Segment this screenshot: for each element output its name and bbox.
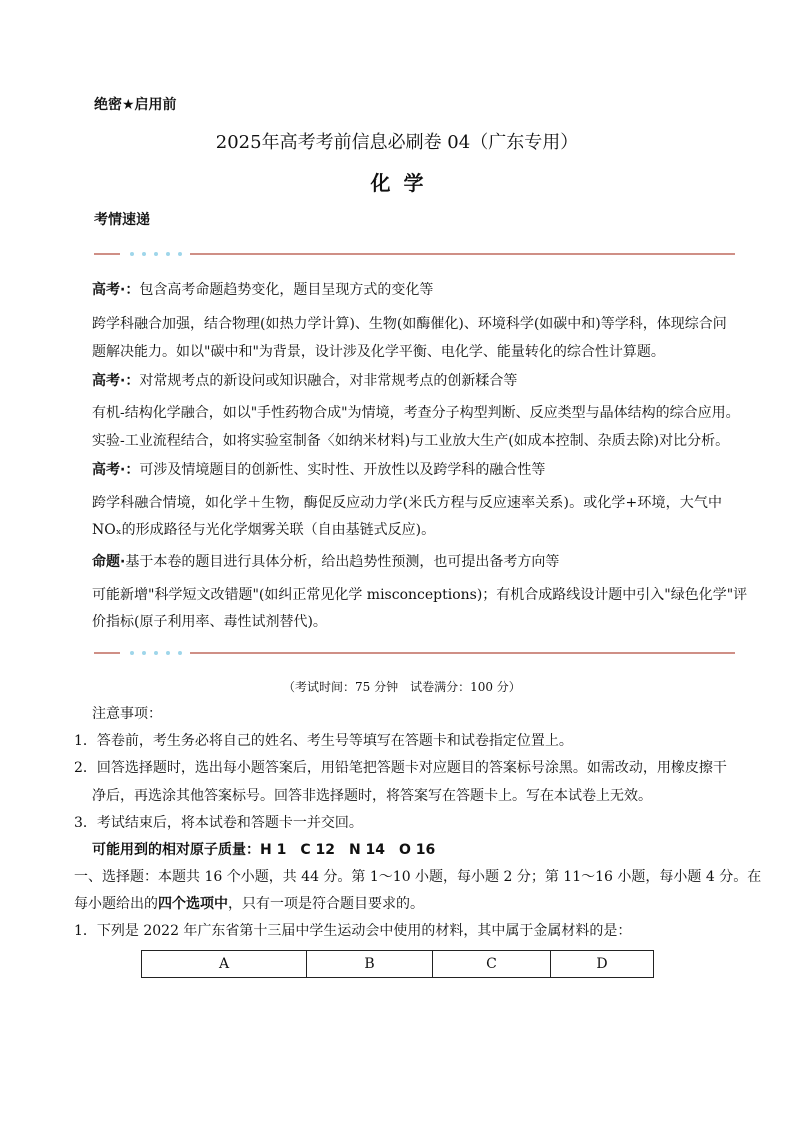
notice-item: 2．回答选择题时，选出每小题答案后，用铅笔把答题卡对应题目的答案标号涂黑。如需改动，用橡皮擦干: [74, 760, 727, 776]
analysis-label: 高考·：: [92, 373, 140, 389]
analysis-text-line: 跨学科融合情境，如化学＋生物，酶促反应动力学(米氏方程与反应速率关系)。或化学+环境，大气中: [92, 495, 722, 511]
divider-dot: [154, 651, 158, 655]
options-header-row: [142, 951, 654, 978]
divider-dot: [142, 252, 146, 256]
divider-line: [190, 652, 735, 654]
option-a-header: A: [142, 951, 307, 978]
analysis-text-line: NOₓ的形成路径与光化学烟雾关联（自由基链式反应)。: [92, 522, 436, 538]
divider-dot: [154, 252, 158, 256]
atomic-masses: 可能用到的相对原子质量：H 1 C 12 N 14 O 16: [92, 842, 436, 858]
subject-title: 化 学: [370, 171, 424, 195]
analysis-heading: [92, 460, 545, 480]
divider-dot: [142, 651, 146, 655]
question-1-stem: 1．下列是 2022 年广东省第十三届中学生运动会中使用的材料，其中属于金属材料的是：: [74, 923, 632, 939]
analysis-text-line: 价指标(原子利用率、毒性试剂替代)。: [92, 614, 327, 630]
section-divider: [94, 651, 735, 655]
section-divider: [94, 252, 735, 256]
section-title: 考情速递: [94, 212, 150, 228]
divider-dot: [178, 252, 182, 256]
analysis-summary: 基于本卷的题目进行具体分析，给出趋势性预测，也可提出备考方向等: [125, 554, 560, 570]
analysis-label: 命题·: [92, 554, 126, 570]
option-b-header: B: [307, 951, 433, 978]
question-1-options-table: [141, 950, 654, 978]
divider-dot: [130, 651, 134, 655]
divider-dot: [178, 651, 182, 655]
analysis-heading: [92, 371, 517, 391]
exam-time-and-score: （考试时间：75 分钟 试卷满分：100 分）: [283, 680, 521, 694]
notice-heading: 注意事项：: [92, 706, 162, 722]
analysis-heading: [92, 280, 433, 300]
section-one-instructions: 一、选择题：本题共 16 个小题，共 44 分。第 1～10 小题，每小题 2 分；第 11～16 小题，每小题 4 分。在: [74, 869, 762, 885]
analysis-text-line: 可能新增"科学短文改错题"(如纠正常见化学 misconceptions)；有机合成路线设计题中引入"绿色化学"评: [92, 587, 748, 603]
paper-title: 2025年高考考前信息必刷卷 04（广东专用）: [215, 132, 579, 153]
analysis-label: 高考·：: [92, 282, 140, 298]
option-c-header: C: [433, 951, 551, 978]
analysis-summary: 可涉及情境题目的创新性、实时性、开放性以及跨学科的融合性等: [139, 462, 546, 478]
divider-line: [190, 253, 735, 255]
analysis-heading: [92, 552, 559, 572]
analysis-label: 高考·：: [92, 462, 140, 478]
divider-left-segment: [94, 253, 120, 255]
instruction-text: ，只有一项是符合题目要求的。: [228, 896, 424, 912]
analysis-text-line: 有机-结构化学融合，如以"手性药物合成"为情境，考查分子构型判断、反应类型与晶体结构的综合应用。: [92, 405, 740, 421]
section-one-instructions-continuation: [74, 894, 424, 914]
analysis-text-line: 跨学科融合加强，结合物理(如热力学计算)、生物(如酶催化)、环境科学(如碳中和)等学科，体现综合问: [92, 316, 727, 332]
divider-dot: [166, 252, 170, 256]
analysis-text-line: 实验-工业流程结合，如将实验室制备〈如纳米材料)与工业放大生产(如成本控制、杂质去除)对比分析。: [92, 433, 730, 449]
analysis-text-line: 题解决能力。如以"碳中和"为背景，设计涉及化学平衡、电化学、能量转化的综合性计算题。: [92, 344, 665, 360]
analysis-summary: 对常规考点的新设问或知识融合，对非常规考点的创新糅合等: [139, 373, 518, 389]
instruction-emphasis: 四个选项中: [158, 896, 228, 912]
instruction-text: 每小题给出的: [74, 896, 158, 912]
divider-dot: [166, 651, 170, 655]
option-d-header: D: [551, 951, 654, 978]
notice-item: 1．答卷前，考生务必将自己的姓名、考生号等填写在答题卡和试卷指定位置上。: [74, 733, 573, 749]
analysis-summary: 包含高考命题趋势变化，题目呈现方式的变化等: [139, 282, 434, 298]
notice-item: 3．考试结束后，将本试卷和答题卡一并交回。: [74, 815, 363, 831]
notice-item-continuation: 净后，再选涂其他答案标号。回答非选择题时，将答案写在答题卡上。写在本试卷上无效。: [92, 788, 652, 804]
divider-dot: [130, 252, 134, 256]
divider-left-segment: [94, 652, 120, 654]
confidential-label: 绝密★启用前: [94, 97, 177, 113]
